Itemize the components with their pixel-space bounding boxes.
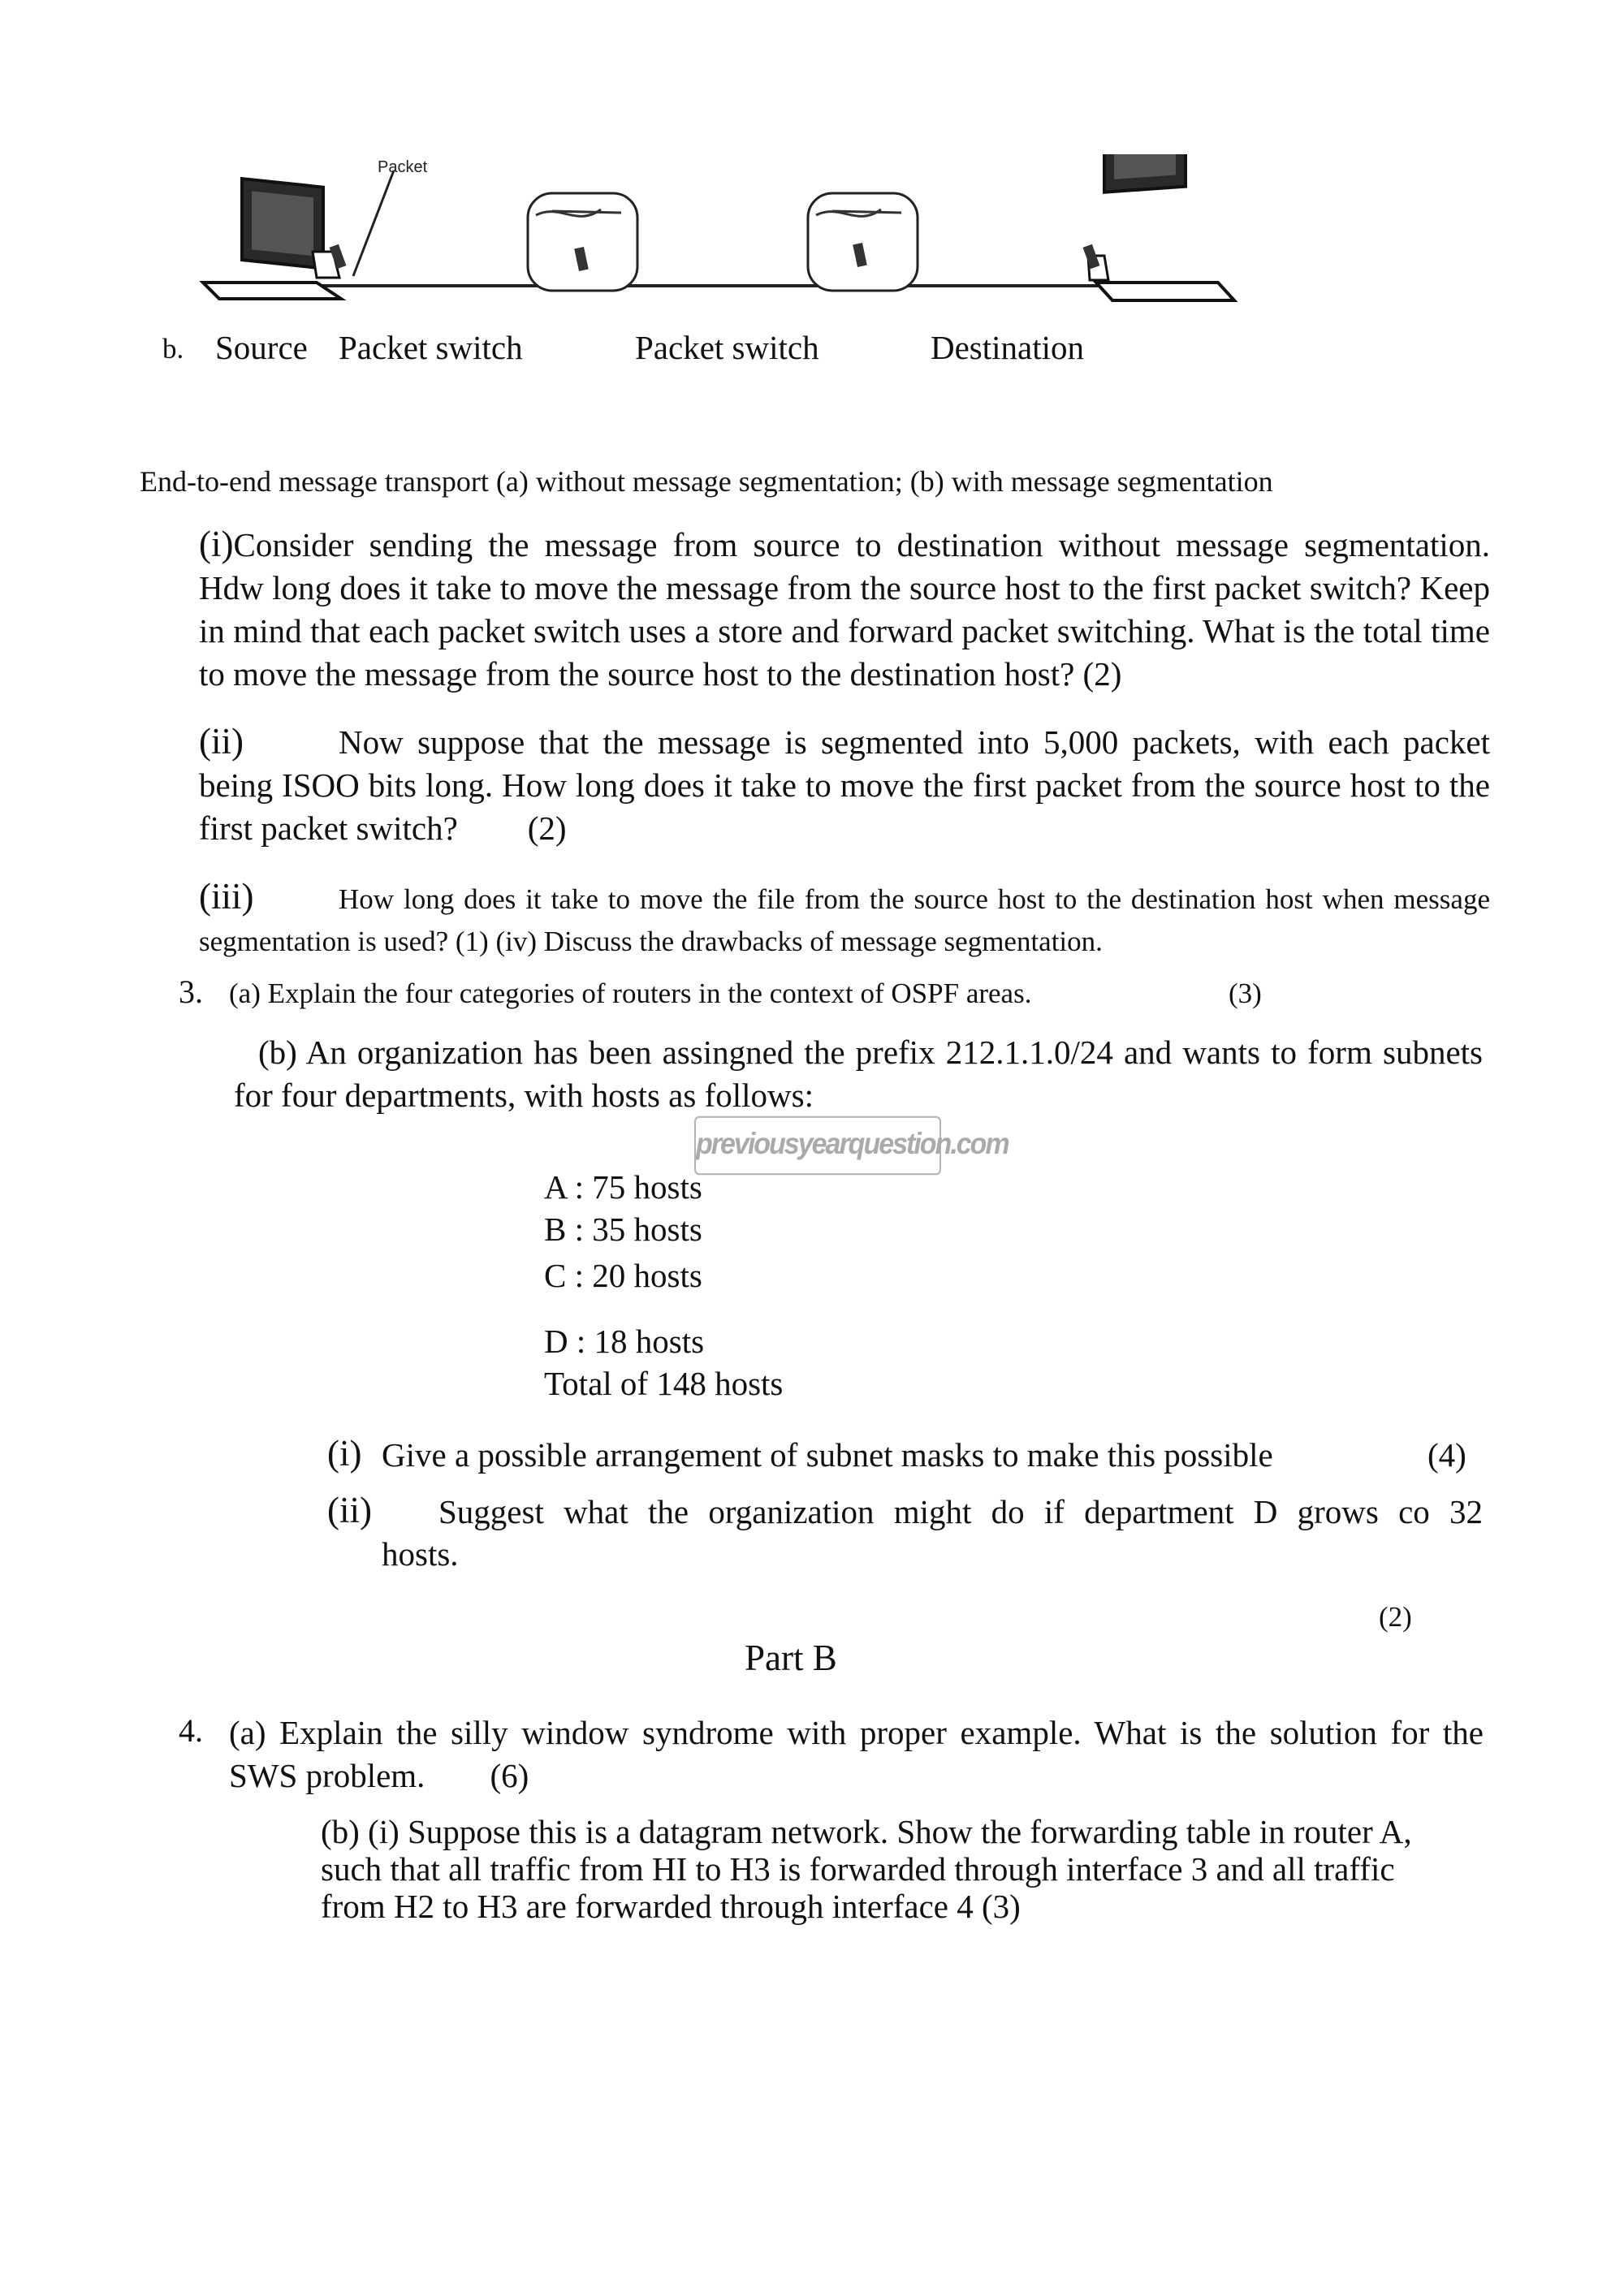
host-list-item: B : 35 hosts bbox=[544, 1211, 702, 1248]
question-marks: (2) bbox=[527, 809, 567, 847]
question-text: Now suppose that the message is segmented into 5,000 packets, with each packet being ISOO bits long. How long does it take to move the first packet from the source host to the first packet switch? bbox=[199, 723, 1490, 847]
question-4b-i bbox=[321, 1813, 1458, 1925]
destination-label: Destination bbox=[931, 329, 1085, 366]
question-text: How long does it take to move the file from the source host to the destination host when message segmentation is used? bbox=[199, 883, 1490, 957]
question-3b-i-text: Give a possible arrangement of subnet masks to make this possible bbox=[382, 1436, 1273, 1474]
question-text: (b) (i) Suppose this is a datagram network. Show the forwarding table in router A, such that all traffic from HI to H3 is forwarded through interface 3 and all traffic from H2 to H3 are forwarded through interface 4 bbox=[321, 1813, 1412, 1925]
network-diagram bbox=[195, 154, 1250, 317]
question-text: Consider sending the message from source to destination without message segmentation. Hdw long does it take to move the message from the source host to the first packet switch? Keep in mind that each packet switch uses a store and forward packet switching. What is the total time to move the message from the source host to the destination host? (2) bbox=[199, 526, 1490, 693]
question-marks: (3) bbox=[982, 1888, 1021, 1925]
question-3a-marks: (3) bbox=[1229, 978, 1262, 1009]
sub-question-number: (iii) bbox=[199, 876, 254, 917]
sub-question-number: (i) bbox=[327, 1433, 362, 1474]
destination-computer-icon bbox=[1083, 154, 1234, 300]
question-3a-text: (a) Explain the four categories of routers in the context of OSPF areas. bbox=[229, 978, 1032, 1009]
question-4a bbox=[229, 1711, 1484, 1798]
figure-caption: End-to-end message transport (a) without message segmentation; (b) with message segmentation bbox=[140, 465, 1273, 498]
sub-question-number: (ii) bbox=[327, 1490, 372, 1530]
sub-question-number: (i) bbox=[199, 524, 234, 564]
source-computer-icon bbox=[203, 179, 346, 299]
packet-switch-label-1: Packet switch bbox=[339, 329, 523, 366]
watermark: previousyearquestion.com bbox=[694, 1116, 941, 1176]
host-list-item: A : 75 hosts bbox=[544, 1168, 702, 1206]
question-4-number: 4. bbox=[179, 1712, 203, 1749]
packet-switch-icon bbox=[808, 193, 918, 291]
question-3-number: 3. bbox=[179, 973, 203, 1010]
question-3b-i-marks: (4) bbox=[1427, 1436, 1466, 1474]
part-b-heading: Part B bbox=[745, 1638, 837, 1678]
question-2-iii bbox=[199, 875, 1490, 963]
question-3b-ii-marks: (2) bbox=[1379, 1601, 1412, 1633]
question-2-ii bbox=[199, 720, 1490, 850]
host-list-item: D : 18 hosts bbox=[544, 1323, 705, 1360]
question-3b-ii-text: Suggest what the organization might do if department D grows co 32 bbox=[438, 1493, 1483, 1530]
packet-pointer bbox=[353, 170, 394, 276]
question-text-tail: (1) (iv) Discuss the drawbacks of message segmentation. bbox=[455, 926, 1103, 957]
question-2-i bbox=[199, 523, 1490, 696]
sub-question-number: (ii) bbox=[199, 721, 244, 762]
host-total: Total of 148 hosts bbox=[544, 1365, 784, 1402]
question-marks: (6) bbox=[490, 1757, 529, 1794]
question-text: (a) Explain the silly window syndrome with proper example. What is the solution for the SWS problem. bbox=[229, 1714, 1484, 1794]
packet-switch-icon bbox=[528, 193, 637, 291]
packet-label: Packet bbox=[378, 158, 428, 176]
packet-switch-label-2: Packet switch bbox=[635, 329, 819, 366]
host-list-item: C : 20 hosts bbox=[544, 1257, 702, 1294]
source-label: Source bbox=[215, 329, 308, 366]
question-3b-text: (b) An organization has been assingned the prefix 212.1.1.0/24 and wants to form subnets for four departments, with hosts as follows: bbox=[234, 1034, 1483, 1114]
question-3b-ii-cont: hosts. bbox=[382, 1535, 459, 1573]
figure-part-label: b. bbox=[162, 333, 184, 365]
